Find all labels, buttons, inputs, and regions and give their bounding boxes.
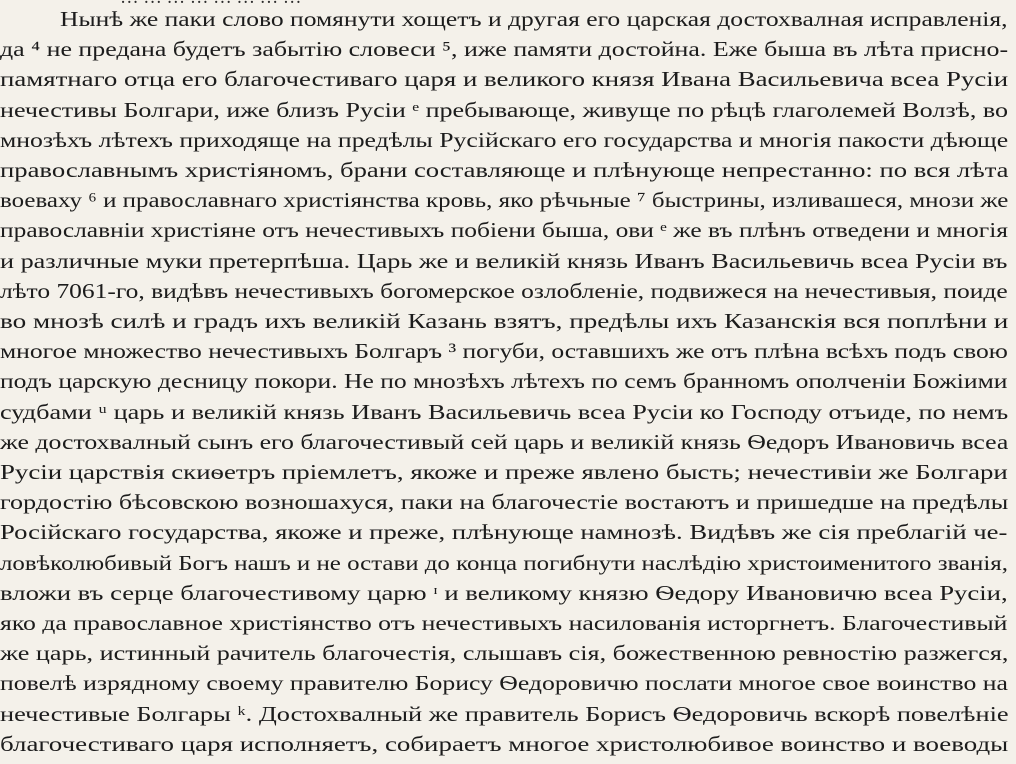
text-line: многое множество нечестивыхъ Болгаръ ³ погуби, оставшихъ же отъ плѣна всѣхъ подъ свою [0, 339, 1008, 364]
text-line: яко да православное христіянство отъ нечестивыхъ насилованія исторгнетъ. Благочестивый [0, 611, 1008, 635]
text-line: нечестивы Болгари, иже близъ Русіи ᵉ пребывающе, живуще по рѣцѣ глаголемей Волзѣ, во [0, 97, 1009, 122]
text-line: во мнозѣ силѣ и градъ ихъ великій Казань взятъ, предѣлы ихъ Казанскія вся поплѣни и [0, 309, 1009, 333]
text-line: же царь, истинный рачитель благочестія, слышавъ сія, божественною ревностію разжегся, [0, 641, 1009, 666]
text-line: да ⁴ не предана будетъ забытію словеси ⁵, иже памяти достойна. Еже быша въ лѣта присно- [0, 37, 1009, 62]
text-line: Нынѣ же паки слово помянути хощетъ и другая его царская достохвалная исправленія, [60, 7, 1008, 31]
text-line: и различные муки претерпѣша. Царь же и великій князь Иванъ Васильевичь всеа Русіи въ [0, 248, 1008, 273]
text-line: судбами ᵘ царь и великій князь Иванъ Васильевичь всеа Русіи ко Господу отъиде, по немъ [0, 399, 1009, 424]
text-line: Русіи царствія скиѳетръ пріемлетъ, якоже и преже явлено бысть; нечестивіи же Болгари [0, 460, 1008, 484]
text-line: православнымъ христіяномъ, брани составляюще и плѣнующе непрестанно: по вся лѣта [0, 158, 1009, 182]
text-line: ловѣколюбивый Богъ нашъ и не остави до конца погибнути наслѣдію христоименитого званія, [0, 550, 1008, 575]
text-line: гордостію бѣсовскою вознoшахуся, паки на благочестіе востаютъ и пришедше на предѣлы [0, 490, 1009, 515]
cropped-previous-line [120, 0, 904, 3]
text-line: же достохвалный сынъ его благочестивый сей царь и великій князь Ѳедоръ Ивановичь всеа [0, 429, 1009, 454]
text-line: православніи христіяне отъ нечестивыхъ побіени быша, ови ᵉ же въ плѣнъ отведени и многія [0, 218, 1008, 243]
text-line: благочестиваго царя исполняетъ, собираетъ многое христолюбивое воинство и воеводы [0, 731, 1009, 756]
text-line: повелѣ изрядному своему правителю Борису Ѳедоровичю послати многое свое воинство на [0, 671, 1008, 696]
text-line: памятнаго отца его благочестиваго царя и великого князя Ивана Васильевича всеа Русіи [0, 67, 1009, 92]
text-line: мнозѣхъ лѣтехъ приходяще на предѣлы Русійскаго его государства и многія пакости дѣюще [0, 127, 1009, 152]
text-line: Російскаго государства, якоже и преже, плѣнующе намнозѣ. Видѣвъ же сія преблагій че- [0, 520, 1008, 545]
text-line: подъ царскую десницу покори. Не по мнозѣхъ лѣтехъ по семъ бранномъ ополченіи Божіими [0, 369, 1008, 394]
text-line: нечестивые Болгары ᵏ. Достохвалный же правитель Борисъ Ѳедоровичь вскорѣ повелѣніе [0, 701, 1009, 726]
text-line: вложи въ серце благочестивому царю ᶦ и великому князю Ѳедору Ивановичю всеа Русіи, [0, 580, 1008, 605]
text-line: лѣто 7061-го, видѣвъ нечестивыхъ богомерское озлобленіе, подвижеся на нечестивыя, поиде [0, 278, 1008, 303]
text-line: воеваху ⁶ и православнаго христіянства кровь, яко рѣчьные ⁷ быстрины, изливашеся, мнози же [0, 188, 1009, 213]
